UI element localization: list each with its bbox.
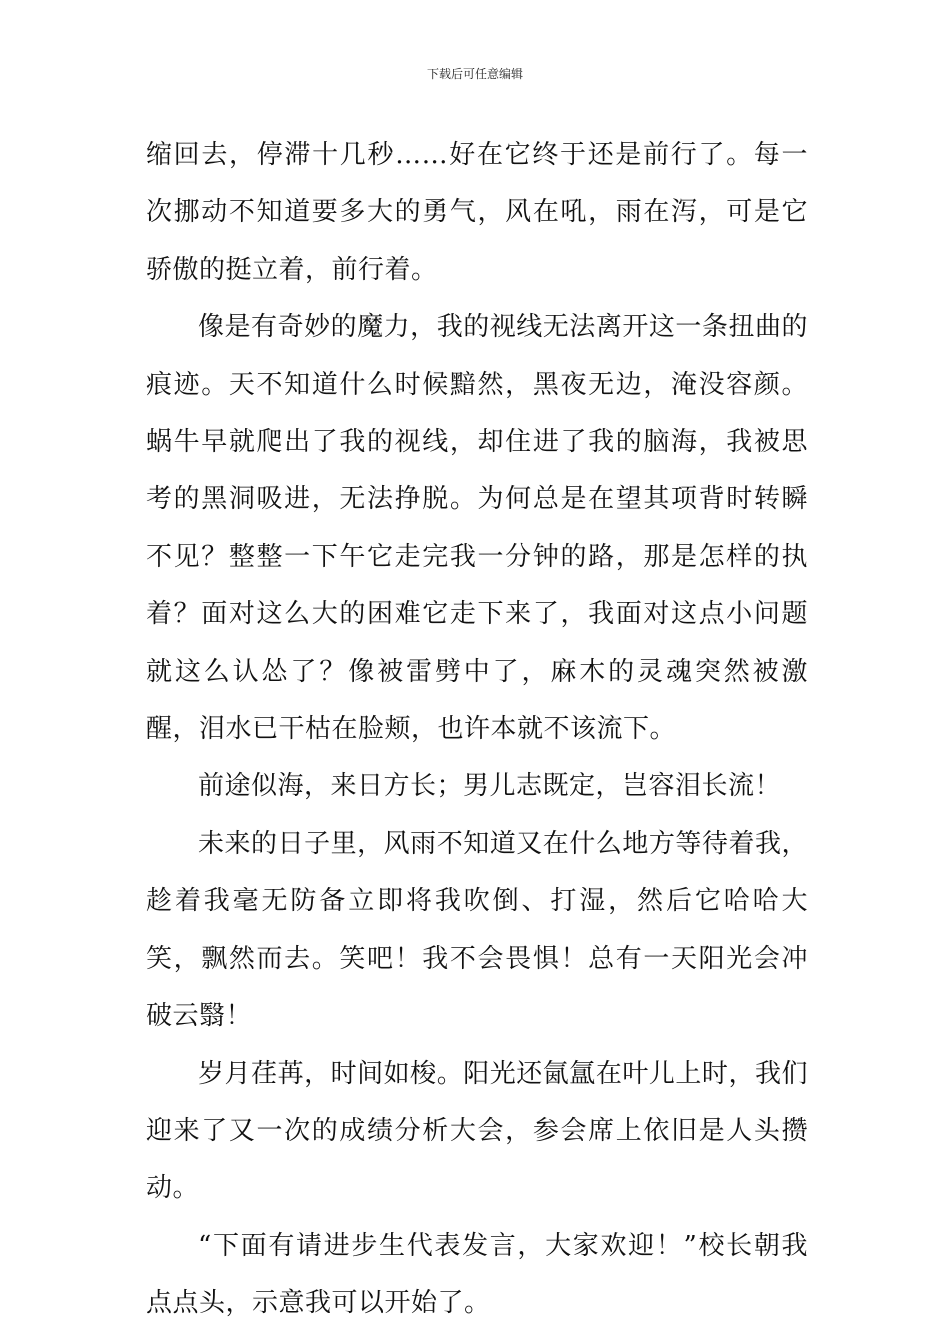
paragraph-6: “下面有请进步生代表发言，大家欢迎！”校长朝我点点头，示意我可以开始了。: [146, 1230, 808, 1319]
paragraph-5: 岁月荏苒，时间如梭。阳光还氤氲在叶儿上时，我们迎来了又一次的成绩分析大会，参会席上依旧是人头攒动。: [146, 1058, 808, 1204]
page-header: 下载后可任意编辑: [426, 67, 523, 81]
paragraph-2: 像是有奇妙的魔力，我的视线无法离开这一条扭曲的痕迹。天不知道什么时候黯然，黑夜无边，淹没容颜。蜗牛早就爬出了我的视线，却住进了我的脑海，我被思考的黑洞吸进，无法挣脱。为何总是在望其项背时转瞬不见？整整一下午它走完我一分钟的路，那是怎样的执着？面对这么大的困难它走下来了，我面对这点小问题就这么认怂了？像被雷劈中了，麻木的灵魂突然被激醒，泪水已干枯在脸颊，也许本就不该流下。: [146, 312, 808, 745]
paragraph-1: 缩回去，停滞十几秒……好在它终于还是前行了。每一次挪动不知道要多大的勇气，风在吼，雨在泻，可是它骄傲的挺立着，前行着。: [146, 140, 808, 285]
paragraph-4: 未来的日子里，风雨不知道又在什么地方等待着我，趁着我毫无防备立即将我吹倒、打湿，然后它哈哈大笑，飘然而去。笑吧！我不会畏惧！总有一天阳光会冲破云翳！: [146, 828, 808, 1032]
paragraph-3: 前途似海，来日方长；男儿志既定，岂容泪长流！: [198, 771, 782, 802]
document-body: [146, 127, 808, 1333]
